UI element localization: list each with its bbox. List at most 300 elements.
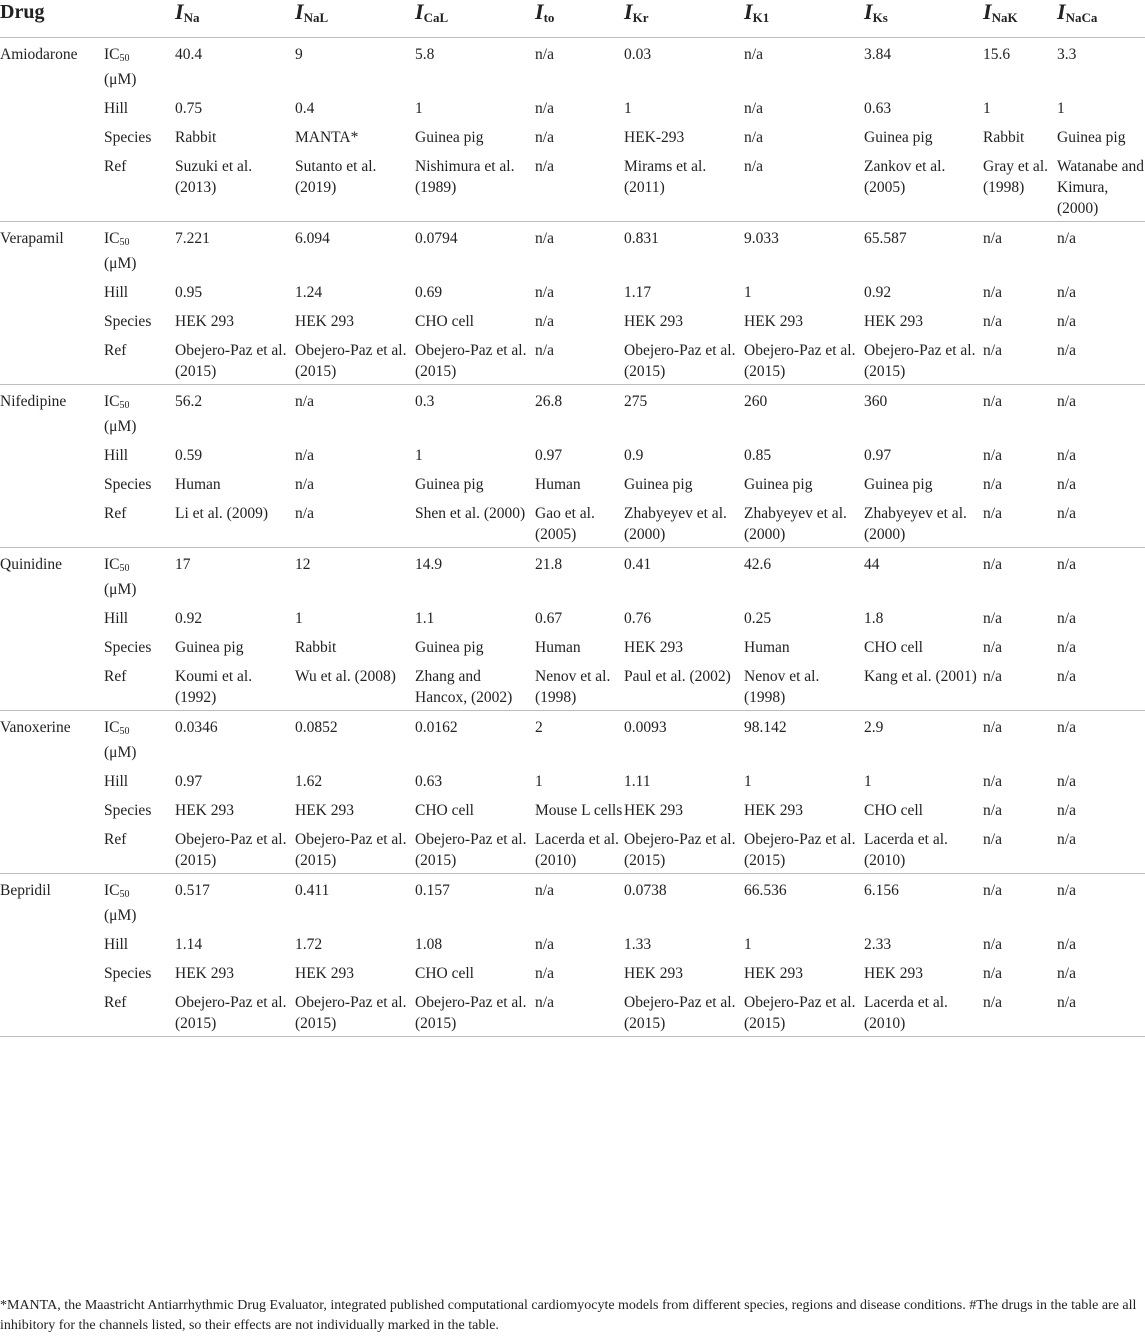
value-cell-species: n/a [983, 802, 1002, 819]
value-cell-species: HEK 293 [624, 313, 683, 330]
value-cell-species: n/a [535, 965, 554, 982]
value-cell-species: CHO cell [864, 802, 923, 819]
value-cell-ref: Obejero-Paz et al. (2015) [175, 334, 295, 385]
value-cell-hill: 0.69 [415, 284, 443, 301]
ic50-unit: (μM) [104, 744, 137, 761]
value-cell-ic50: 42.6 [744, 556, 772, 573]
value-cell-ic50: 360 [864, 393, 888, 410]
value-cell-hill: n/a [1057, 447, 1076, 464]
value-cell-species: Human [535, 476, 581, 493]
table-row [0, 602, 1145, 631]
value-cell-hill: n/a [983, 773, 1002, 790]
value-cell-ref: Obejero-Paz et al. (2015) [415, 823, 535, 874]
value-cell-ref: Shen et al. (2000) [415, 497, 535, 548]
value-cell-ref: n/a [983, 823, 1057, 874]
value-cell-ref: Nenov et al. (1998) [535, 660, 624, 711]
table-row [0, 794, 1145, 823]
parameter-label-ref: Ref [104, 823, 175, 874]
value-cell-ref: Gao et al. (2005) [535, 497, 624, 548]
value-cell-ic50: 0.831 [624, 230, 659, 247]
value-cell-ic50: 0.0346 [175, 719, 218, 736]
header-channel-subscript: NaCa [1065, 10, 1098, 25]
parameter-label-ref: Ref [104, 150, 175, 222]
drug-name-spacer [0, 468, 104, 497]
drug-name-spacer [0, 92, 104, 121]
value-cell-ic50: 6.094 [295, 230, 330, 247]
value-cell-species: HEK 293 [744, 965, 803, 982]
value-cell-ref: n/a [983, 497, 1057, 548]
table-row [0, 548, 1145, 603]
ic50-label: IC [104, 393, 120, 410]
value-cell-hill: 0.59 [175, 447, 203, 464]
table-row [0, 874, 1145, 929]
header-channel-to [535, 0, 624, 38]
header-channel-cal [415, 0, 535, 38]
header-channel-nak [983, 0, 1057, 38]
drug-name: Quinidine [0, 556, 62, 573]
parameter-label-ref: Ref [104, 334, 175, 385]
value-cell-hill: 1.1 [415, 610, 435, 627]
value-cell-species: n/a [295, 476, 314, 493]
value-cell-ic50: 0.03 [624, 46, 652, 63]
value-cell-species: n/a [1057, 313, 1076, 330]
ic50-subscript: 50 [119, 889, 130, 900]
value-cell-hill: 0.67 [535, 610, 563, 627]
value-cell-hill: n/a [983, 936, 1002, 953]
table-footnote: *MANTA, the Maastricht Antiarrhythmic Drug Evaluator, integrated published computational cardiomyocyte models from different species, regions and disease conditions. #The drugs in the table are all inhibitory for the channels listed, so their effects are not individually marked in the table. [0, 1298, 1137, 1333]
value-cell-hill: n/a [535, 284, 554, 301]
value-cell-ic50: n/a [1057, 882, 1076, 899]
value-cell-hill: 0.92 [864, 284, 892, 301]
drug-name: Bepridil [0, 882, 51, 899]
header-channel-symbol: I [744, 0, 753, 24]
value-cell-hill: n/a [983, 284, 1002, 301]
parameter-label-ref: Ref [104, 497, 175, 548]
value-cell-ref: Obejero-Paz et al. (2015) [415, 334, 535, 385]
value-cell-hill: 0.95 [175, 284, 203, 301]
value-cell-species: n/a [535, 129, 554, 146]
ic50-subscript: 50 [119, 563, 130, 574]
value-cell-species: CHO cell [864, 639, 923, 656]
parameter-label-hill: Hill [104, 773, 129, 790]
header-channel-symbol: I [983, 0, 992, 24]
value-cell-ref: n/a [983, 660, 1057, 711]
value-cell-ic50: n/a [1057, 230, 1076, 247]
header-channel-symbol: I [1057, 0, 1066, 24]
value-cell-hill: 1.24 [295, 284, 323, 301]
value-cell-ref: Obejero-Paz et al. (2015) [415, 986, 535, 1037]
header-channel-naca [1057, 0, 1145, 38]
ic50-unit: (μM) [104, 418, 137, 435]
value-cell-ic50: 0.0738 [624, 882, 667, 899]
value-cell-ref: n/a [1057, 823, 1145, 874]
header-channel-symbol: I [624, 0, 633, 24]
value-cell-species: n/a [1057, 965, 1076, 982]
table-row [0, 385, 1145, 440]
value-cell-species: HEK 293 [744, 802, 803, 819]
value-cell-ref: Obejero-Paz et al. (2015) [175, 986, 295, 1037]
parameter-label-hill: Hill [104, 447, 129, 464]
value-cell-hill: 1.08 [415, 936, 443, 953]
value-cell-ic50: n/a [1057, 556, 1076, 573]
value-cell-species: Human [744, 639, 790, 656]
value-cell-hill: 1 [744, 936, 752, 953]
drug-name-spacer [0, 276, 104, 305]
value-cell-ic50: 5.8 [415, 46, 435, 63]
parameter-label-species: Species [104, 802, 152, 819]
value-cell-hill: 0.97 [864, 447, 892, 464]
value-cell-ref: n/a [1057, 334, 1145, 385]
drug-name: Amiodarone [0, 46, 78, 63]
table-row [0, 334, 1145, 385]
drug-name-spacer [0, 150, 104, 222]
value-cell-ref: Obejero-Paz et al. (2015) [624, 334, 744, 385]
value-cell-hill: 1 [624, 100, 632, 117]
drug-name-spacer [0, 823, 104, 874]
value-cell-hill: n/a [983, 610, 1002, 627]
value-cell-ic50: n/a [744, 46, 763, 63]
drug-name-spacer [0, 602, 104, 631]
value-cell-ref: n/a [1057, 660, 1145, 711]
value-cell-species: HEK 293 [744, 313, 803, 330]
value-cell-ref: n/a [1057, 497, 1145, 548]
table-row [0, 823, 1145, 874]
value-cell-species: Rabbit [983, 129, 1025, 146]
parameter-label-ref: Ref [104, 660, 175, 711]
header-channel-symbol: I [175, 0, 184, 24]
ic50-label: IC [104, 230, 120, 247]
value-cell-ref: Obejero-Paz et al. (2015) [864, 334, 983, 385]
parameter-label-ic50 [104, 385, 175, 440]
value-cell-ref: Obejero-Paz et al. (2015) [175, 823, 295, 874]
value-cell-species: MANTA* [295, 129, 359, 146]
value-cell-ic50: 0.0794 [415, 230, 458, 247]
value-cell-hill: n/a [744, 100, 763, 117]
header-channel-ks [864, 0, 983, 38]
value-cell-hill: n/a [983, 447, 1002, 464]
header-channel-subscript: Na [183, 10, 200, 25]
value-cell-ic50: 3.3 [1057, 46, 1077, 63]
value-cell-ic50: 56.2 [175, 393, 203, 410]
value-cell-ic50: 2 [535, 719, 543, 736]
parameter-label-ic50 [104, 548, 175, 603]
table-row [0, 928, 1145, 957]
value-cell-ref: Zhabyeyev et al. (2000) [744, 497, 864, 548]
value-cell-ic50: 26.8 [535, 393, 563, 410]
value-cell-ref: Zhang and Hancox, (2002) [415, 660, 535, 711]
header-channel-subscript: CaL [423, 10, 449, 25]
value-cell-species: HEK 293 [175, 965, 234, 982]
value-cell-species: Guinea pig [1057, 129, 1126, 146]
header-channel-subscript: NaL [303, 10, 329, 25]
header-channel-k1 [744, 0, 864, 38]
value-cell-ic50: n/a [295, 393, 314, 410]
value-cell-hill: 1.14 [175, 936, 203, 953]
value-cell-hill: 1 [295, 610, 303, 627]
value-cell-ic50: 0.157 [415, 882, 450, 899]
value-cell-ic50: 7.221 [175, 230, 210, 247]
value-cell-hill: 0.76 [624, 610, 652, 627]
table-row [0, 711, 1145, 766]
value-cell-species: Human [535, 639, 581, 656]
ic50-unit: (μM) [104, 255, 137, 272]
value-cell-ic50: 12 [295, 556, 311, 573]
header-channel-symbol: I [535, 0, 544, 24]
header-drug: Drug [0, 0, 175, 38]
parameter-label-hill: Hill [104, 936, 129, 953]
header-channel-symbol: I [864, 0, 873, 24]
value-cell-ic50: n/a [983, 882, 1002, 899]
value-cell-species: n/a [744, 129, 763, 146]
value-cell-hill: 1 [415, 447, 423, 464]
value-cell-ic50: 260 [744, 393, 768, 410]
value-cell-ic50: n/a [983, 230, 1002, 247]
value-cell-hill: 0.63 [864, 100, 892, 117]
value-cell-species: Rabbit [295, 639, 337, 656]
ic50-unit: (μM) [104, 907, 137, 924]
value-cell-ref: Zankov et al. (2005) [864, 150, 983, 222]
value-cell-species: HEK 293 [295, 313, 354, 330]
value-cell-ic50: 0.0093 [624, 719, 667, 736]
value-cell-hill: 1 [1057, 100, 1065, 117]
value-cell-ref: Mirams et al. (2011) [624, 150, 744, 222]
value-cell-ref: Lacerda et al. (2010) [535, 823, 624, 874]
table-row [0, 631, 1145, 660]
value-cell-ic50: 98.142 [744, 719, 787, 736]
value-cell-species: Guinea pig [415, 476, 484, 493]
value-cell-ref: n/a [535, 150, 624, 222]
value-cell-hill: 1 [535, 773, 543, 790]
header-channel-na [175, 0, 295, 38]
value-cell-species: Human [175, 476, 221, 493]
value-cell-ref: Obejero-Paz et al. (2015) [295, 334, 415, 385]
ic50-subscript: 50 [119, 400, 130, 411]
value-cell-ref: Obejero-Paz et al. (2015) [295, 823, 415, 874]
value-cell-ic50: 0.411 [295, 882, 330, 899]
value-cell-ic50: 14.9 [415, 556, 443, 573]
value-cell-species: HEK 293 [295, 802, 354, 819]
value-cell-ic50: n/a [983, 393, 1002, 410]
drug-name-spacer [0, 660, 104, 711]
value-cell-ref: Nenov et al. (1998) [744, 660, 864, 711]
value-cell-species: Guinea pig [415, 129, 484, 146]
parameter-label-hill: Hill [104, 284, 129, 301]
parameter-label-ic50 [104, 711, 175, 766]
value-cell-ref: Gray et al. (1998) [983, 150, 1057, 222]
value-cell-ref: Paul et al. (2002) [624, 660, 744, 711]
drug-name-spacer [0, 928, 104, 957]
value-cell-ic50: 40.4 [175, 46, 203, 63]
value-cell-ref: n/a [1057, 986, 1145, 1037]
table-row [0, 986, 1145, 1037]
parameter-label-ic50 [104, 222, 175, 277]
header-channel-subscript: Ks [872, 10, 888, 25]
value-cell-ic50: 0.3 [415, 393, 435, 410]
value-cell-ref: n/a [535, 986, 624, 1037]
value-cell-ref: Wu et al. (2008) [295, 660, 415, 711]
table-row [0, 468, 1145, 497]
value-cell-species: CHO cell [415, 802, 474, 819]
value-cell-ic50: 0.0162 [415, 719, 458, 736]
value-cell-ic50: n/a [983, 556, 1002, 573]
value-cell-hill: 1 [744, 284, 752, 301]
value-cell-ic50: 6.156 [864, 882, 899, 899]
value-cell-hill: 1 [864, 773, 872, 790]
value-cell-ref: Obejero-Paz et al. (2015) [295, 986, 415, 1037]
value-cell-ref: n/a [535, 334, 624, 385]
value-cell-species: n/a [535, 313, 554, 330]
value-cell-species: n/a [983, 313, 1002, 330]
value-cell-species: HEK 293 [864, 313, 923, 330]
value-cell-ref: Obejero-Paz et al. (2015) [624, 986, 744, 1037]
value-cell-hill: n/a [535, 936, 554, 953]
table-row [0, 222, 1145, 277]
value-cell-ref: Lacerda et al. (2010) [864, 986, 983, 1037]
value-cell-ic50: 0.41 [624, 556, 652, 573]
value-cell-ref: Watanabe and Kimura, (2000) [1057, 150, 1145, 222]
parameter-label-species: Species [104, 313, 152, 330]
value-cell-species: HEK 293 [175, 313, 234, 330]
value-cell-ref: Obejero-Paz et al. (2015) [744, 823, 864, 874]
value-cell-hill: 1 [744, 773, 752, 790]
value-cell-hill: 0.25 [744, 610, 772, 627]
value-cell-species: Guinea pig [864, 476, 933, 493]
header-channel-subscript: NaK [991, 10, 1018, 25]
value-cell-ref: Li et al. (2009) [175, 497, 295, 548]
value-cell-ref: Zhabyeyev et al. (2000) [624, 497, 744, 548]
ic50-unit: (μM) [104, 581, 137, 598]
table-row [0, 765, 1145, 794]
table-row [0, 38, 1145, 93]
drug-name-spacer [0, 121, 104, 150]
header-channel-symbol: I [415, 0, 424, 24]
value-cell-ref: Kang et al. (2001) [864, 660, 983, 711]
header-channel-symbol: I [295, 0, 304, 24]
value-cell-hill: n/a [535, 100, 554, 117]
drug-name-spacer [0, 497, 104, 548]
header-channel-kr [624, 0, 744, 38]
value-cell-ic50: n/a [1057, 719, 1076, 736]
value-cell-hill: n/a [1057, 936, 1076, 953]
value-cell-ref: Lacerda et al. (2010) [864, 823, 983, 874]
value-cell-hill: 0.97 [535, 447, 563, 464]
value-cell-species: HEK 293 [624, 802, 683, 819]
ic50-label: IC [104, 882, 120, 899]
ic50-label: IC [104, 719, 120, 736]
header-row [0, 0, 1145, 38]
value-cell-ic50: 0.517 [175, 882, 210, 899]
parameter-label-ic50 [104, 874, 175, 929]
value-cell-ref: Sutanto et al. (2019) [295, 150, 415, 222]
drug-name-spacer [0, 631, 104, 660]
value-cell-ic50: n/a [535, 882, 554, 899]
value-cell-hill: 1.62 [295, 773, 323, 790]
value-cell-ref: n/a [983, 334, 1057, 385]
value-cell-hill: 1 [983, 100, 991, 117]
value-cell-species: n/a [983, 639, 1002, 656]
table-header [0, 0, 1145, 38]
table-row [0, 276, 1145, 305]
parameter-label-ic50 [104, 38, 175, 93]
value-cell-species: HEK 293 [175, 802, 234, 819]
value-cell-species: HEK 293 [295, 965, 354, 982]
drug-name-spacer [0, 439, 104, 468]
value-cell-ic50: 275 [624, 393, 648, 410]
drug-name: Verapamil [0, 230, 64, 247]
value-cell-ic50: n/a [535, 46, 554, 63]
value-cell-ref: Nishimura et al. (1989) [415, 150, 535, 222]
value-cell-species: n/a [1057, 476, 1076, 493]
ic50-unit: (μM) [104, 71, 137, 88]
value-cell-species: HEK 293 [624, 965, 683, 982]
value-cell-hill: 0.75 [175, 100, 203, 117]
value-cell-species: n/a [1057, 639, 1076, 656]
drug-name-spacer [0, 794, 104, 823]
drug-name-spacer [0, 334, 104, 385]
drug-name: Nifedipine [0, 393, 67, 410]
table-row [0, 957, 1145, 986]
value-cell-species: CHO cell [415, 965, 474, 982]
drug-name-spacer [0, 986, 104, 1037]
header-channel-nal [295, 0, 415, 38]
value-cell-hill: 1.11 [624, 773, 651, 790]
parameter-label-species: Species [104, 639, 152, 656]
table-row [0, 439, 1145, 468]
value-cell-ref: Obejero-Paz et al. (2015) [624, 823, 744, 874]
value-cell-ic50: 21.8 [535, 556, 563, 573]
header-channel-subscript: Kr [632, 10, 649, 25]
value-cell-species: HEK 293 [864, 965, 923, 982]
value-cell-hill: 1.8 [864, 610, 884, 627]
value-cell-ref: Zhabyeyev et al. (2000) [864, 497, 983, 548]
value-cell-species: Guinea pig [415, 639, 484, 656]
ic50-label: IC [104, 46, 120, 63]
header-channel-subscript: K1 [752, 10, 770, 25]
value-cell-hill: n/a [1057, 773, 1076, 790]
value-cell-species: n/a [1057, 802, 1076, 819]
parameter-label-ref: Ref [104, 986, 175, 1037]
value-cell-hill: n/a [1057, 610, 1076, 627]
value-cell-ref: Koumi et al. (1992) [175, 660, 295, 711]
drug-name-spacer [0, 765, 104, 794]
parameter-label-species: Species [104, 476, 152, 493]
drug-name-spacer [0, 957, 104, 986]
value-cell-species: Mouse L cells [535, 802, 623, 819]
value-cell-ic50: 2.9 [864, 719, 884, 736]
value-cell-hill: 0.4 [295, 100, 315, 117]
value-cell-ref: Obejero-Paz et al. (2015) [744, 986, 864, 1037]
value-cell-species: n/a [983, 476, 1002, 493]
value-cell-ic50: 0.0852 [295, 719, 338, 736]
value-cell-ic50: 9.033 [744, 230, 779, 247]
ic50-subscript: 50 [119, 726, 130, 737]
ic50-subscript: 50 [119, 237, 130, 248]
value-cell-hill: 0.63 [415, 773, 443, 790]
value-cell-species: Guinea pig [864, 129, 933, 146]
table-row [0, 497, 1145, 548]
value-cell-ic50: n/a [983, 719, 1002, 736]
value-cell-species: Guinea pig [744, 476, 813, 493]
parameter-label-species: Species [104, 965, 152, 982]
value-cell-hill: n/a [1057, 284, 1076, 301]
value-cell-hill: 1.33 [624, 936, 652, 953]
value-cell-ic50: n/a [535, 230, 554, 247]
drug-name-spacer [0, 305, 104, 334]
value-cell-hill: 1.72 [295, 936, 323, 953]
value-cell-species: HEK 293 [624, 639, 683, 656]
table-row [0, 150, 1145, 222]
table-row [0, 305, 1145, 334]
